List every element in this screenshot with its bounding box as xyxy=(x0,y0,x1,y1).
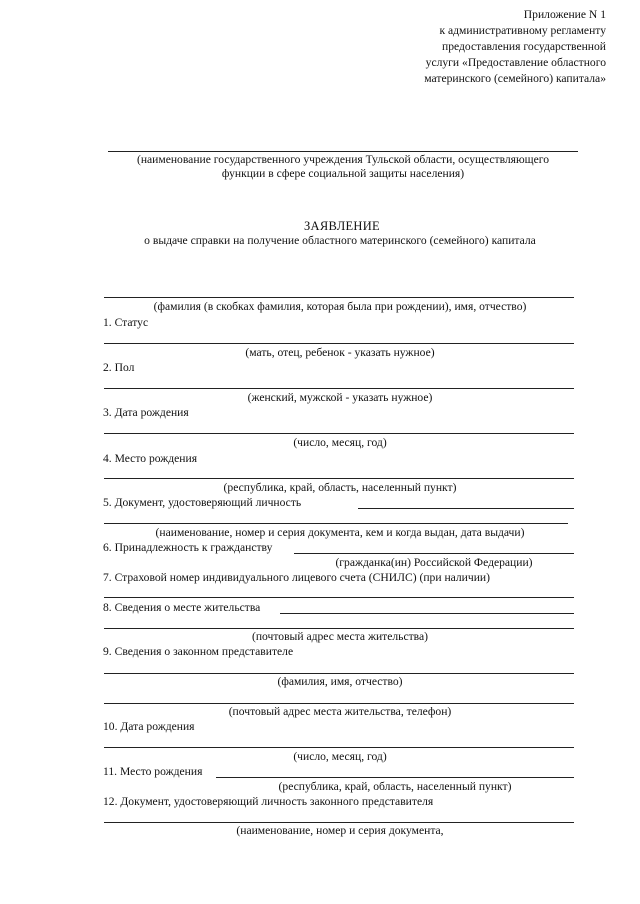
sex-hint: (женский, мужской - указать нужное) xyxy=(247,391,433,404)
residence-label: 8. Сведения о месте жительства xyxy=(103,601,261,614)
residence-line-2[interactable] xyxy=(104,628,574,629)
identity-doc-line-1[interactable] xyxy=(358,508,574,509)
status-hint: (мать, отец, ребенок - указать нужное) xyxy=(245,346,435,359)
document-subtitle: о выдаче справки на получение областного материнского (семейного) капитала xyxy=(144,234,536,247)
appendix-line-2: к административному регламенту xyxy=(439,24,606,37)
representative-address-line[interactable] xyxy=(104,703,574,704)
birthdate-line[interactable] xyxy=(104,433,574,434)
residence-hint: (почтовый адрес места жительства) xyxy=(251,630,428,643)
sex-line[interactable] xyxy=(104,388,574,389)
fio-hint: (фамилия (в скобках фамилия, которая была при рождении), имя, отчество) xyxy=(153,300,527,313)
institution-caption-2: функции в сфере социальной защиты населения) xyxy=(221,167,465,180)
rep-birthdate-line[interactable] xyxy=(104,747,574,748)
birthdate-hint: (число, месяц, год) xyxy=(293,436,387,449)
rep-birthplace-line[interactable] xyxy=(216,777,574,778)
citizenship-label: 6. Принадлежность к гражданству xyxy=(103,541,273,554)
institution-caption-1: (наименование государственного учреждения Тульской области, осуществляющего xyxy=(136,153,550,166)
birthdate-label: 3. Дата рождения xyxy=(103,406,189,419)
rep-birthdate-hint: (число, месяц, год) xyxy=(293,750,387,763)
identity-doc-line-2[interactable] xyxy=(104,523,568,524)
birthplace-label: 4. Место рождения xyxy=(103,452,198,465)
birthplace-line[interactable] xyxy=(104,478,574,479)
rep-identity-doc-label: 12. Документ, удостоверяющий личность законного представителя xyxy=(103,795,434,808)
representative-label: 9. Сведения о законном представителе xyxy=(103,645,294,658)
rep-identity-doc-hint: (наименование, номер и серия документа, xyxy=(236,824,444,837)
rep-birthplace-hint: (республика, край, область, населенный пункт) xyxy=(278,780,512,793)
representative-name-hint: (фамилия, имя, отчество) xyxy=(277,675,403,688)
representative-address-hint: (почтовый адрес места жительства, телефон) xyxy=(228,705,452,718)
representative-name-line[interactable] xyxy=(104,673,574,674)
appendix-line-3: предоставления государственной xyxy=(442,40,606,53)
identity-doc-label: 5. Документ, удостоверяющий личность xyxy=(103,496,302,509)
status-line[interactable] xyxy=(104,343,574,344)
birthplace-hint: (республика, край, область, населенный пункт) xyxy=(223,481,457,494)
fio-line[interactable] xyxy=(104,297,574,298)
document-title: ЗАЯВЛЕНИЕ xyxy=(304,219,380,233)
rep-birthplace-label: 11. Место рождения xyxy=(103,765,203,778)
sex-label: 2. Пол xyxy=(103,361,135,374)
citizenship-hint: (гражданка(ин) Российской Федерации) xyxy=(335,556,533,569)
snils-label: 7. Страховой номер индивидуального лицевого счета (СНИЛС) (при наличии) xyxy=(103,571,490,584)
institution-line[interactable] xyxy=(108,151,578,152)
identity-doc-hint: (наименование, номер и серия документа, кем и когда выдан, дата выдачи) xyxy=(155,526,525,539)
citizenship-line[interactable] xyxy=(294,553,574,554)
rep-identity-doc-line[interactable] xyxy=(104,822,574,823)
appendix-line-5: материнского (семейного) капитала» xyxy=(424,72,606,85)
rep-birthdate-label: 10. Дата рождения xyxy=(103,720,195,733)
snils-line[interactable] xyxy=(104,597,574,598)
status-label: 1. Статус xyxy=(103,316,149,329)
appendix-line-4: услуги «Предоставление областного xyxy=(425,56,606,69)
appendix-line-1: Приложение N 1 xyxy=(523,8,606,21)
residence-line-1[interactable] xyxy=(280,613,574,614)
